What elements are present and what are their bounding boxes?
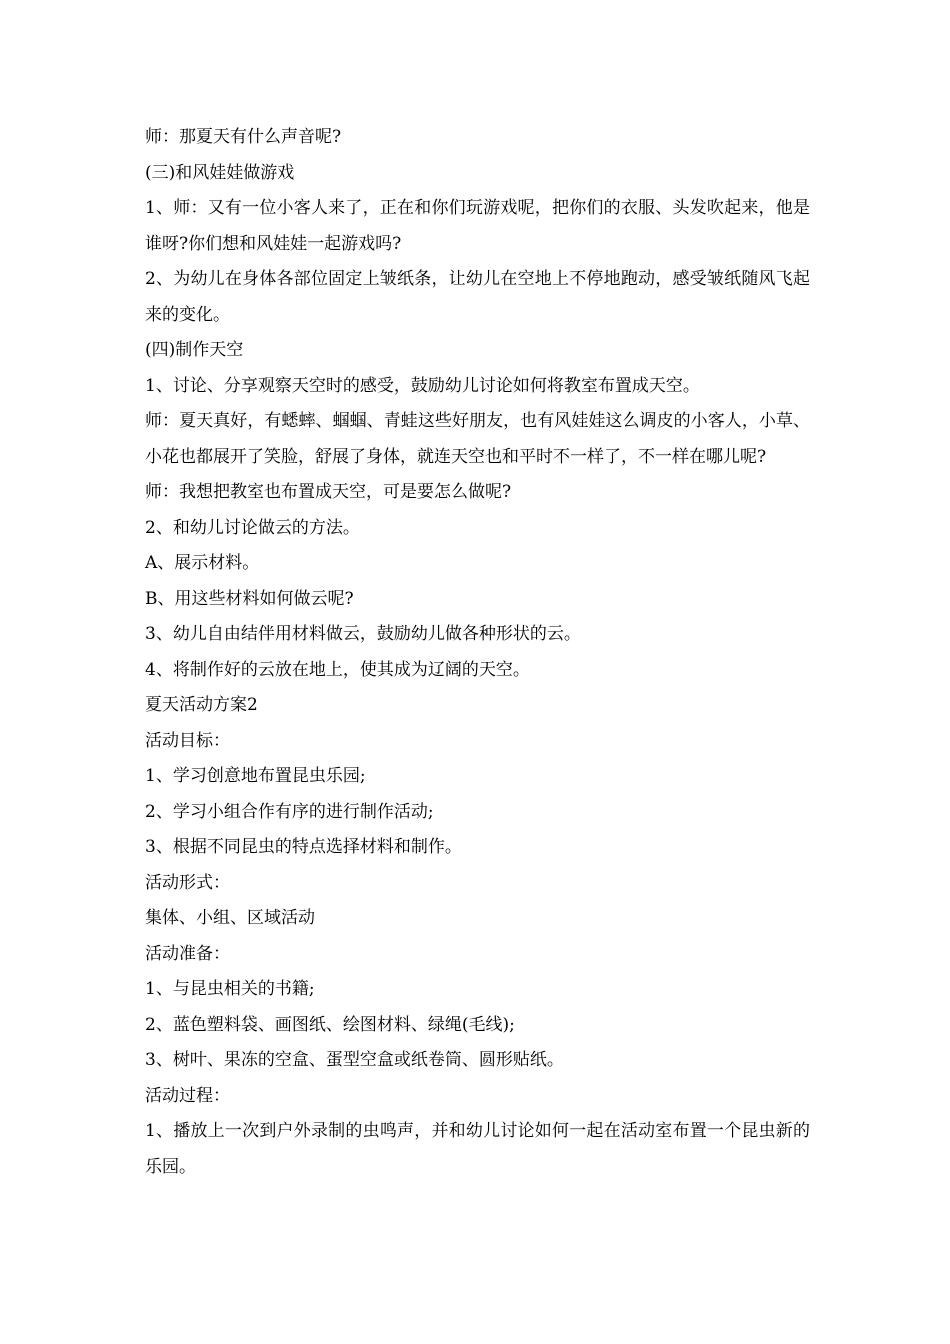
heading-activity-process: 活动过程：	[145, 1085, 230, 1106]
goal-item-3: 3、根据不同昆虫的特点选择材料和制作。	[145, 837, 462, 857]
preparation-item-3: 3、树叶、果冻的空盒、蛋型空盒或纸卷筒、圆形贴纸。	[145, 1050, 564, 1070]
section-title-plan-2: 夏天活动方案2	[145, 695, 258, 715]
goal-item-2: 2、学习小组合作有序的进行制作活动;	[145, 801, 434, 822]
paragraph-wind-guest: 1、师：又有一位小客人来了，正在和你们玩游戏呢，把你们的衣服、头发吹起来，他是谁呀?你们想和风娃娃一起游戏吗?	[145, 198, 810, 254]
paragraph-cloud-method: 2、和幼儿讨论做云的方法。	[145, 517, 360, 538]
paragraph-question-summer-sounds: 师：那夏天有什么声音呢?	[145, 127, 342, 147]
preparation-item-2: 2、蓝色塑料袋、画图纸、绘图材料、绿绳(毛线);	[145, 1014, 515, 1035]
paragraph-how-make-cloud: B、用这些材料如何做云呢?	[145, 588, 354, 609]
heading-activity-form: 活动形式：	[145, 872, 230, 893]
paragraph-summer-friends: 师：夏天真好，有蟋蟀、蝈蝈、青蛙这些好朋友，也有风娃娃这么调皮的小客人，小草、小花也都展开了笑脸，舒展了身体，就连天空也和平时不一样了，不一样在哪儿呢?	[145, 411, 810, 467]
document-body	[145, 120, 810, 1185]
paragraph-make-clouds: 3、幼儿自由结伴用材料做云，鼓励幼儿做各种形状的云。	[145, 624, 581, 644]
paragraph-activity-form: 集体、小组、区域活动	[145, 908, 315, 928]
heading-activity-goals: 活动目标：	[145, 730, 230, 751]
process-item-1: 1、播放上一次到户外录制的虫鸣声，并和幼儿讨论如何一起在活动室布置一个昆虫新的乐园。	[145, 1121, 810, 1177]
section-heading-wind-game: (三)和风娃娃做游戏	[145, 162, 295, 183]
heading-activity-preparation: 活动准备：	[145, 943, 230, 964]
paragraph-decorate-classroom: 师：我想把教室也布置成天空，可是要怎么做呢?	[145, 482, 512, 502]
preparation-item-1: 1、与昆虫相关的书籍;	[145, 979, 315, 999]
paragraph-show-materials: A、展示材料。	[145, 553, 260, 573]
paragraph-discuss-sky: 1、讨论、分享观察天空时的感受，鼓励幼儿讨论如何将教室布置成天空。	[145, 375, 700, 396]
section-heading-make-sky: (四)制作天空	[145, 340, 244, 360]
goal-item-1: 1、学习创意地布置昆虫乐园;	[145, 766, 366, 786]
paragraph-place-clouds: 4、将制作好的云放在地上，使其成为辽阔的天空。	[145, 659, 530, 680]
paragraph-crepe-paper: 2、为幼儿在身体各部位固定上皱纸条，让幼儿在空地上不停地跑动，感受皱纸随风飞起来的变化。	[145, 269, 810, 325]
